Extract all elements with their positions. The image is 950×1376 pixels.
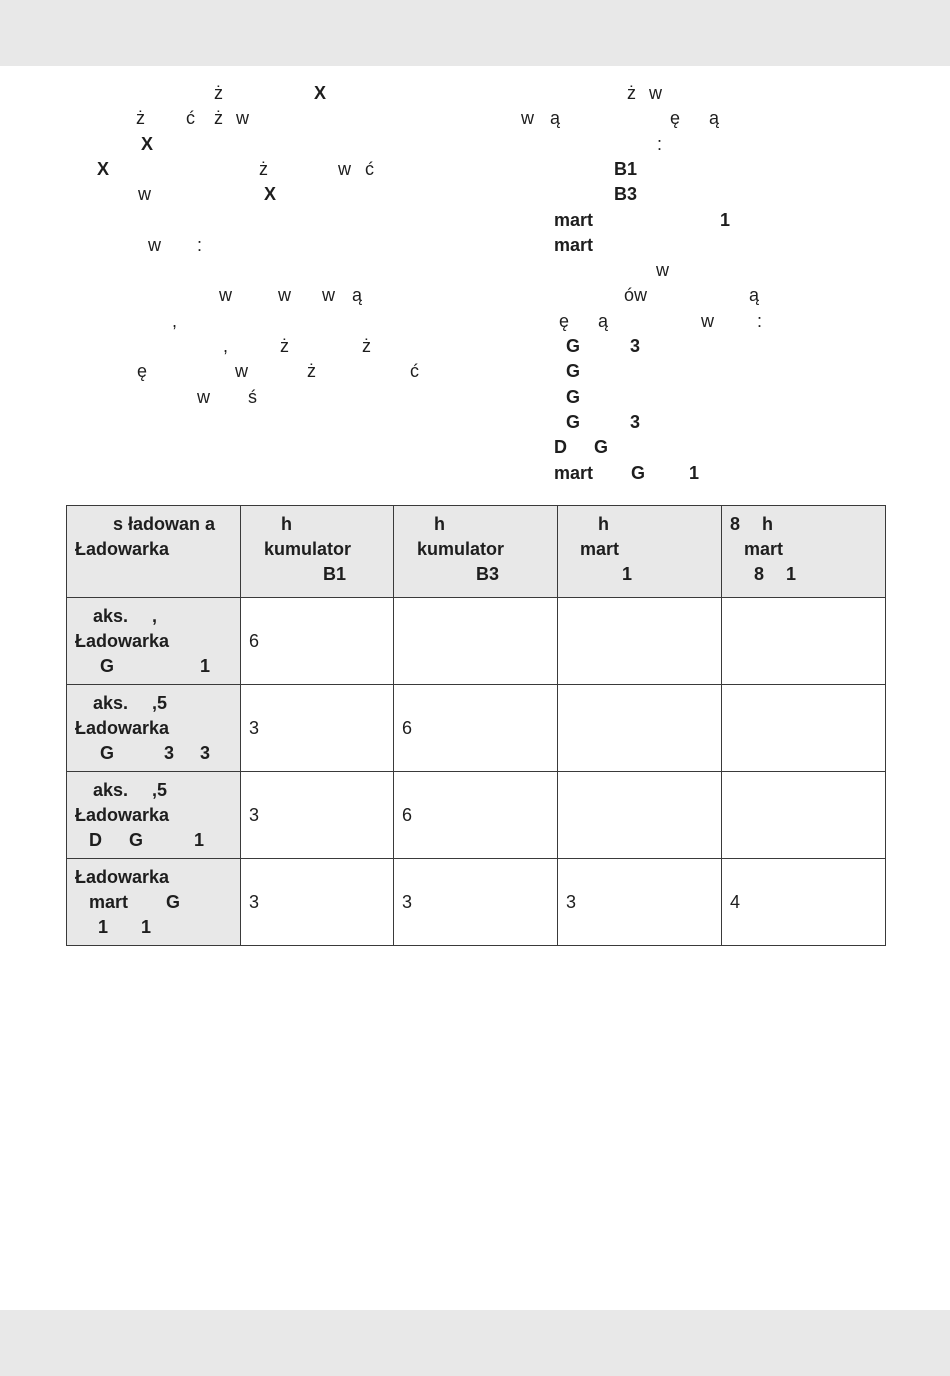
right-column-text-fragment: mart	[554, 209, 594, 230]
left-column-text-fragment: ż	[362, 336, 371, 356]
right-column-text-fragment: ą	[709, 108, 720, 129]
table-row-label-text: aks.	[93, 692, 129, 713]
left-column-text-fragment: X	[97, 158, 110, 179]
table-cell: 3	[241, 859, 394, 946]
right-column-text-fragment: ą	[598, 310, 609, 331]
table-header-cell	[722, 506, 886, 598]
table-header-text: mart	[744, 539, 784, 559]
left-column-text-fragment: w	[236, 108, 249, 129]
table-row-label	[67, 859, 241, 946]
table-cell: 6	[394, 685, 558, 772]
table-row	[67, 598, 886, 685]
left-column-text-fragment: ż	[280, 336, 289, 356]
left-column-text-fragment: ą	[352, 285, 363, 306]
table-cell	[558, 685, 722, 772]
left-column-text-fragment: w	[235, 361, 248, 382]
table-header-text: 8	[754, 564, 765, 584]
right-column-text-fragment: ę	[670, 108, 681, 129]
table-cell: 3	[241, 772, 394, 859]
left-column-text-fragment: X	[264, 184, 277, 205]
table-header-cell	[394, 506, 558, 598]
left-column-text-fragment: ,	[172, 310, 178, 331]
right-column-text-fragment: B1	[614, 158, 638, 179]
table-row-label-text: 1	[141, 916, 152, 937]
right-column-line	[0, 309, 950, 334]
right-column-line	[0, 359, 950, 384]
right-column-line	[0, 157, 950, 182]
table-cell	[558, 772, 722, 859]
right-column-text-fragment: 1	[689, 462, 700, 483]
table-cell: 4	[722, 859, 886, 946]
table-row-label-text: ,	[152, 605, 158, 626]
left-column-text-fragment: ż	[307, 361, 316, 382]
right-column-text-fragment: 1	[720, 209, 731, 230]
table-cell	[558, 598, 722, 685]
left-column-text-fragment: w	[278, 285, 291, 306]
table-cell	[722, 685, 886, 772]
right-column-line	[0, 81, 950, 106]
right-column-text-fragment: G	[566, 361, 581, 382]
table-header-row	[67, 506, 886, 598]
table-row-label-text: G	[100, 655, 115, 676]
left-column-text-fragment: X	[141, 133, 154, 154]
table-header-text: h	[598, 514, 609, 534]
table-row-label-text: mart	[89, 891, 129, 912]
left-column-text-fragment: w	[148, 234, 161, 255]
right-column-line	[0, 385, 950, 410]
table-row-label-text: D	[89, 829, 102, 850]
right-column-line	[0, 132, 950, 157]
left-column-text-fragment: ć	[365, 158, 374, 179]
left-column-text-fragment: ś	[248, 386, 257, 407]
table-header-text: h	[762, 514, 773, 534]
table-row-label-text: Ładowarka	[75, 804, 170, 825]
table-row-label-text: Ładowarka	[75, 866, 170, 887]
table-row-label-text: G	[166, 891, 181, 912]
table-row-label-text: G	[100, 742, 115, 763]
table-row-label-text: aks.	[93, 605, 129, 626]
left-column-text-fragment: ż	[136, 108, 145, 129]
table-cell: 3	[394, 859, 558, 946]
right-column-text-fragment: G	[631, 462, 646, 483]
table-cell	[722, 772, 886, 859]
table-row-label-text: G	[129, 829, 144, 850]
left-column-text-fragment: ć	[410, 361, 419, 382]
right-column-line	[0, 334, 950, 359]
table-header-cell	[67, 506, 241, 598]
table-cell: 6	[241, 598, 394, 685]
table-row	[67, 685, 886, 772]
table-row-label-text: ,5	[152, 779, 168, 800]
table-row-label	[67, 598, 241, 685]
left-column-text-fragment: ć	[186, 108, 195, 129]
right-column-text-fragment: ę	[559, 310, 570, 331]
left-column-text-fragment: ż	[259, 158, 268, 179]
table-header-cell	[558, 506, 722, 598]
table-cell: 3	[558, 859, 722, 946]
table-row-label-text: 1	[200, 655, 211, 676]
table-row-label	[67, 772, 241, 859]
right-column-text-fragment: G	[594, 437, 609, 458]
right-column-text-fragment: B3	[614, 184, 638, 205]
left-column-text-fragment: ,	[223, 336, 229, 356]
right-column-text-fragment: :	[757, 310, 763, 331]
right-column-text-fragment: G	[566, 411, 581, 432]
right-column-text-fragment: D	[554, 437, 567, 458]
right-column-text-fragment: ów	[624, 285, 648, 306]
table-header-text: Ładowarka	[75, 539, 170, 559]
table-cell: 6	[394, 772, 558, 859]
table-row-label-text: Ładowarka	[75, 717, 170, 738]
right-column-line	[0, 461, 950, 486]
table-cell	[722, 598, 886, 685]
table-row-label-text: Ładowarka	[75, 630, 170, 651]
header-band	[0, 0, 950, 66]
table-row-label-text: 3	[164, 742, 175, 763]
table-header-cell	[241, 506, 394, 598]
right-column-text-fragment: w	[656, 260, 669, 281]
table-cell: 3	[241, 685, 394, 772]
right-column-text-fragment: 3	[630, 336, 641, 356]
table-header-text: B1	[323, 564, 347, 584]
right-column-text-fragment: ą	[550, 108, 561, 129]
table-header-text: kumulator	[264, 539, 352, 559]
right-column-line	[0, 182, 950, 207]
right-column-text-fragment: w	[701, 310, 714, 331]
right-column-line	[0, 106, 950, 131]
right-column-text-fragment: mart	[554, 234, 594, 255]
table-header-text: 1	[622, 564, 633, 584]
left-column-text-fragment: :	[197, 234, 203, 255]
table-header-text: h	[434, 514, 445, 534]
right-column-line	[0, 410, 950, 435]
table-row-label	[67, 685, 241, 772]
table-row	[67, 772, 886, 859]
table-header-text: mart	[580, 539, 620, 559]
table-header-text: h	[281, 514, 292, 534]
right-column-line	[0, 435, 950, 460]
table-row	[67, 859, 886, 946]
right-column-text-fragment: :	[657, 133, 663, 154]
left-column-text-fragment: X	[314, 83, 327, 103]
right-column-text-fragment: w	[521, 108, 534, 129]
right-column-text-fragment: ż	[627, 83, 636, 103]
table-header-text: 8	[730, 514, 741, 534]
footer-band	[0, 1310, 950, 1376]
left-column-text-fragment: w	[138, 184, 151, 205]
right-column-line	[0, 283, 950, 308]
right-column-text-fragment: G	[566, 336, 581, 356]
table-row-label-text: 1	[98, 916, 109, 937]
table-header-text: 1	[786, 564, 797, 584]
left-column-text-fragment: ż	[214, 108, 223, 129]
left-column-text-fragment: w	[322, 285, 335, 306]
table-header-text: s ładowan a	[113, 514, 216, 534]
table-row-label-text: ,5	[152, 692, 168, 713]
table-row-label-text: 3	[200, 742, 211, 763]
table-row-label-text: aks.	[93, 779, 129, 800]
table-header-text: B3	[476, 564, 500, 584]
left-column-text-fragment: ę	[137, 361, 148, 382]
right-column-text-fragment: w	[649, 83, 662, 103]
right-column-text-fragment: 3	[630, 411, 641, 432]
table-header-text: kumulator	[417, 539, 505, 559]
right-column-line	[0, 233, 950, 258]
left-column-text-fragment: w	[338, 158, 351, 179]
right-column-text-fragment: mart	[554, 462, 594, 483]
right-column-line	[0, 208, 950, 233]
charging-time-table	[66, 505, 886, 946]
table-row-label-text: 1	[194, 829, 205, 850]
right-column-line	[0, 258, 950, 283]
right-column-text-fragment: G	[566, 386, 581, 407]
left-column-text-fragment: w	[219, 285, 232, 306]
table-cell	[394, 598, 558, 685]
right-column-text-fragment: ą	[749, 285, 760, 306]
left-column-text-fragment: ż	[214, 83, 223, 103]
left-column-text-fragment: w	[197, 386, 210, 407]
